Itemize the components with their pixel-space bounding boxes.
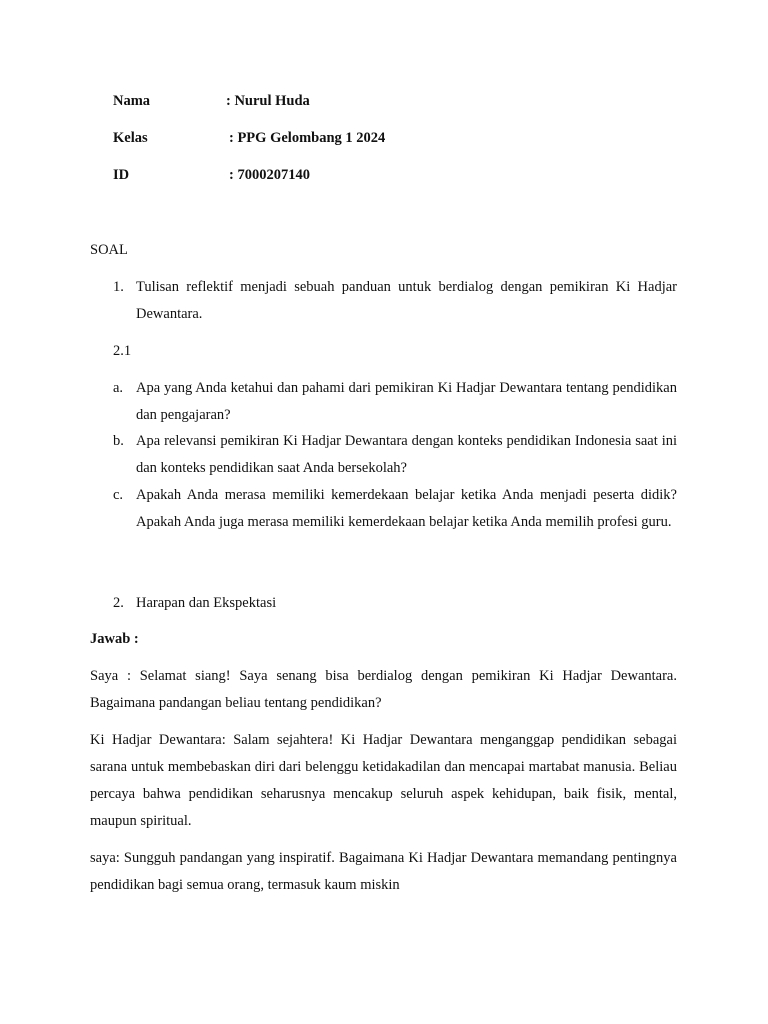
- question-1-marker: 1.: [113, 279, 124, 295]
- sub-item-c-text: Apakah Anda merasa memiliki kemerdekaan belajar ketika Anda menjadi peserta didik? Apakah Anda juga merasa memiliki kemerdekaan belajar ketika Anda memilih profesi guru.: [136, 487, 677, 530]
- id-row: [113, 167, 310, 184]
- section-label: 2.1: [113, 343, 132, 359]
- sub-item-b: [113, 428, 677, 482]
- class-row: [113, 130, 385, 147]
- sub-item-c-marker: c.: [113, 487, 124, 503]
- name-label: Nama: [113, 93, 151, 109]
- sub-item-a: [113, 375, 677, 429]
- name-row: [113, 93, 310, 110]
- name-value: : Nurul Huda: [226, 93, 310, 109]
- answer-paragraph-1: Saya : Selamat siang! Saya senang bisa berdialog dengan pemikiran Ki Hadjar Dewantara. Bagaimana pandangan beliau tentang pendidikan?: [90, 668, 677, 711]
- class-value: : PPG Gelombang 1 2024: [229, 130, 386, 146]
- jawab-heading: Jawab :: [90, 631, 139, 647]
- answer-paragraph-3: saya: Sungguh pandangan yang inspiratif. Bagaimana Ki Hadjar Dewantara memandang pentingnya pendidikan bagi semua orang, termasuk kaum miskin: [90, 850, 677, 893]
- sub-item-c: [113, 482, 677, 536]
- question-2-marker: 2.: [113, 595, 124, 611]
- sub-item-a-marker: a.: [113, 380, 124, 396]
- sub-item-b-text: Apa relevansi pemikiran Ki Hadjar Dewantara dengan konteks pendidikan Indonesia saat ini dan konteks pendidikan saat Anda bersekolah?: [136, 433, 677, 476]
- id-value: : 7000207140: [229, 167, 310, 183]
- question-2: [113, 590, 677, 617]
- class-label: Kelas: [113, 130, 148, 146]
- sub-item-b-marker: b.: [113, 433, 124, 449]
- question-1: [113, 274, 677, 328]
- id-label: ID: [113, 167, 130, 183]
- answer-paragraph-2: Ki Hadjar Dewantara: Salam sejahtera! Ki Hadjar Dewantara menganggap pendidikan sebagai sarana untuk membebaskan diri dari belenggu ketidakadilan dan mencapai martabat manusia. Beliau percaya bahwa pendidikan seharusnya mencakup seluruh aspek kehidupan, baik fisik, mental, maupun spiritual.: [90, 732, 677, 829]
- soal-heading: SOAL: [90, 242, 128, 258]
- question-2-text: Harapan dan Ekspektasi: [136, 595, 277, 611]
- sub-item-a-text: Apa yang Anda ketahui dan pahami dari pemikiran Ki Hadjar Dewantara tentang pendidikan dan pengajaran?: [136, 380, 677, 423]
- question-1-text: Tulisan reflektif menjadi sebuah panduan untuk berdialog dengan pemikiran Ki Hadjar Dewantara.: [136, 279, 677, 322]
